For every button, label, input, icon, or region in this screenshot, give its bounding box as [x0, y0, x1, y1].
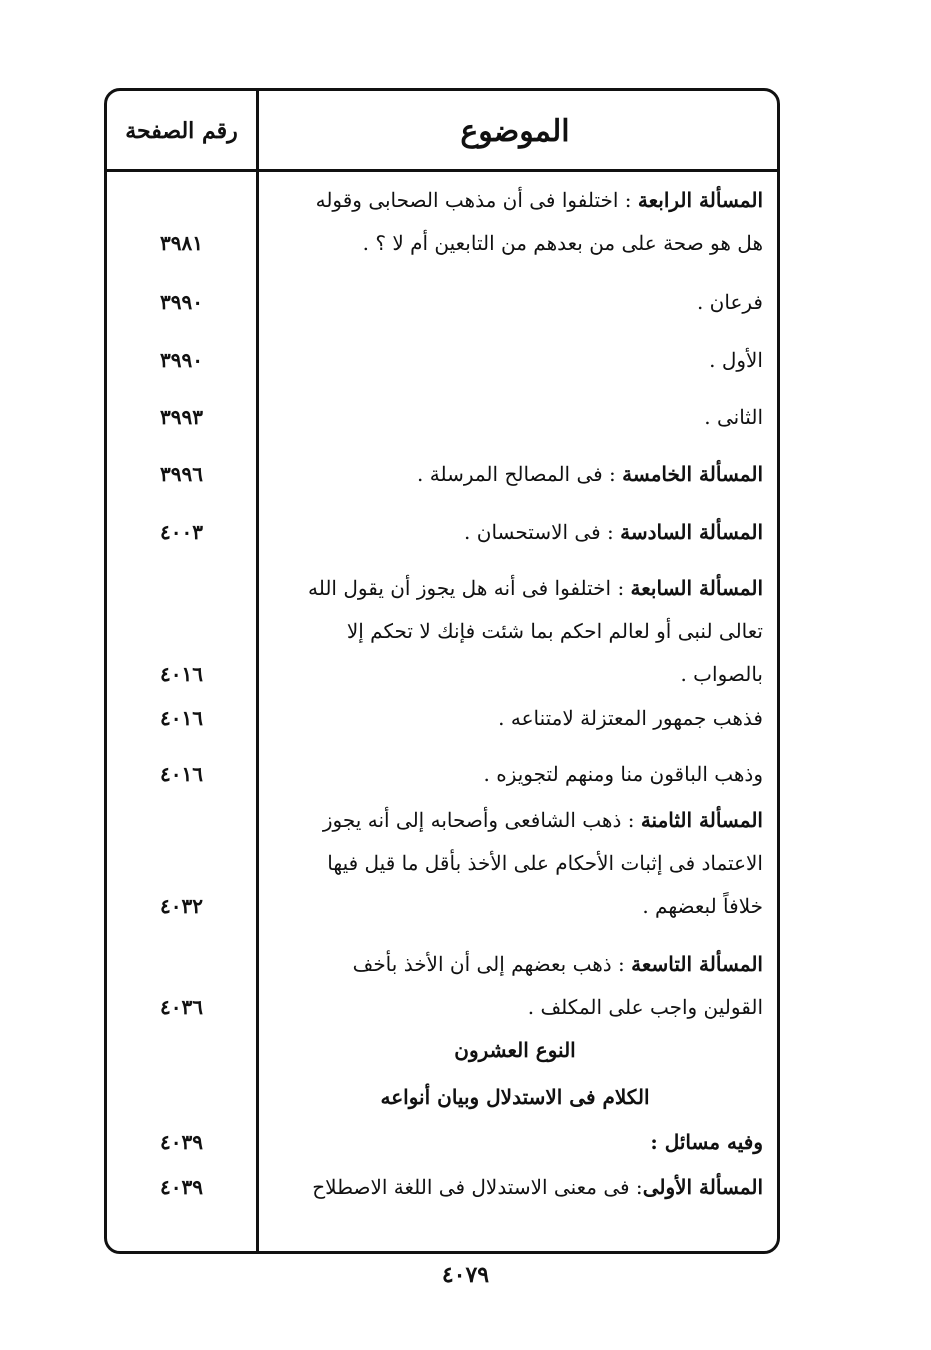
table-row: [107, 943, 777, 1029]
page-number-cell: ٤٠٠٣: [160, 520, 203, 544]
subject-text: وذهب الباقون منا ومنهم لتجويزه .: [483, 762, 763, 786]
subject-text: الكلام فى الاستدلال وبيان أنواعه: [380, 1085, 650, 1109]
subject-text: بالصواب .: [680, 662, 763, 686]
page-number-cell: ٤٠٣٩: [160, 1130, 203, 1154]
row-subject: [263, 396, 763, 439]
subject-text: : ذهب الشافعى وأصحابه إلى أنه يجوز: [322, 808, 641, 832]
subject-text: خلافاً لبعضهم .: [642, 894, 763, 918]
table-row: [107, 511, 777, 554]
issue-title: المسألة السابعة: [630, 576, 763, 600]
table-row: [107, 339, 777, 382]
issue-title: وفيه مسائل :: [650, 1130, 763, 1154]
header-rule: [107, 169, 777, 172]
subject-line: [263, 396, 763, 439]
subject-text: هل هو صحة على من بعدهم من التابعين أم لا ؟ .: [362, 231, 763, 255]
subject-text: : فى المصالح المرسلة .: [417, 462, 623, 486]
table-row: [107, 281, 777, 324]
section-heading: [107, 1029, 777, 1072]
row-subject: [253, 1076, 777, 1119]
subject-text: تعالى لنبى أو لعالم احكم بما شئت فإنك لا تحكم إلا: [346, 619, 763, 643]
table-row: [107, 1121, 777, 1164]
table-row: [107, 567, 777, 696]
subject-text: النوع العشرون: [454, 1038, 576, 1062]
subject-line: [263, 1166, 763, 1209]
subject-line: [263, 339, 763, 382]
subject-text: الأول .: [709, 348, 763, 372]
row-subject: [263, 511, 763, 554]
subject-line: [263, 799, 763, 842]
table-row: [107, 396, 777, 439]
row-subject: [263, 1166, 763, 1209]
subject-line: [263, 281, 763, 324]
subject-line: [263, 453, 763, 496]
row-subject: [263, 753, 763, 796]
subject-line: [263, 222, 763, 265]
row-subject: [263, 943, 763, 1029]
row-subject: [263, 799, 763, 928]
row-subject: [263, 281, 763, 324]
issue-title: المسألة الرابعة: [637, 188, 763, 212]
issue-title: المسألة الأولى: [642, 1175, 763, 1199]
subject-line: [263, 511, 763, 554]
subject-line: [253, 1076, 777, 1119]
subject-line: [263, 753, 763, 796]
page-number-cell: ٤٠٣٩: [160, 1175, 203, 1199]
subject-text: : ذهب بعضهم إلى أن الأخذ بأخف: [352, 952, 632, 976]
subject-text: الاعتماد فى إثبات الأحكام على الأخذ بأقل ما قيل فيها: [327, 851, 763, 875]
subject-text: : فى معنى الاستدلال فى اللغة الاصطلاح: [312, 1175, 643, 1199]
page-number-cell: ٣٩٩٠: [160, 348, 203, 372]
page-number-cell: ٣٩٨١: [160, 231, 203, 255]
subject-text: فذهب جمهور المعتزلة لامتناعه .: [498, 706, 763, 730]
subject-column-header: الموضوع: [460, 113, 570, 149]
table-row: [107, 179, 777, 265]
table-row: [107, 453, 777, 496]
subject-line: [263, 842, 763, 885]
subject-line: [263, 885, 763, 928]
footer-page-number: ٤٠٧٩: [441, 1262, 490, 1288]
issue-title: المسألة الثامنة: [640, 808, 763, 832]
subject-text: الثانى .: [704, 405, 763, 429]
subject-line: [263, 653, 763, 696]
subject-line: [263, 986, 763, 1029]
page-number-cell: ٣٩٩٠: [160, 290, 203, 314]
subject-line: [263, 943, 763, 986]
subject-line: [263, 610, 763, 653]
page-number-cell: ٤٠١٦: [160, 662, 203, 686]
page-number-cell: ٤٠١٦: [160, 762, 203, 786]
section-heading: [107, 1076, 777, 1119]
page-column-header: رقم الصفحة: [125, 118, 238, 144]
row-subject: [263, 179, 763, 265]
subject-line: [263, 179, 763, 222]
subject-text: : اختلفوا فى أنه هل يجوز أن يقول الله: [307, 576, 631, 600]
subject-line: [263, 567, 763, 610]
issue-title: المسألة الخامسة: [622, 462, 763, 486]
issue-title: المسألة السادسة: [620, 520, 763, 544]
page-number-cell: ٣٩٩٦: [160, 462, 203, 486]
row-subject: [263, 697, 763, 740]
subject-text: : اختلفوا فى أن مذهب الصحابى وقوله: [315, 188, 638, 212]
table-row: [107, 1166, 777, 1209]
table-row: [107, 753, 777, 796]
subject-text: : فى الاستحسان .: [464, 520, 621, 544]
row-subject: [263, 453, 763, 496]
subject-text: القولين واجب على المكلف .: [527, 995, 763, 1019]
page-number-cell: ٤٠٣٦: [160, 995, 203, 1019]
row-subject: [263, 339, 763, 382]
page-number-cell: ٤٠٣٢: [160, 894, 203, 918]
index-table: [104, 88, 780, 1254]
subject-line: [263, 697, 763, 740]
table-row: [107, 697, 777, 740]
page-number-cell: ٣٩٩٣: [160, 405, 203, 429]
subject-line: [253, 1029, 777, 1072]
subject-line: [263, 1121, 763, 1164]
row-subject: [263, 1121, 763, 1164]
issue-title: المسألة التاسعة: [631, 952, 763, 976]
subject-text: فرعان .: [696, 290, 763, 314]
page-number-cell: ٤٠١٦: [160, 706, 203, 730]
row-subject: [253, 1029, 777, 1072]
table-row: [107, 799, 777, 928]
row-subject: [263, 567, 763, 696]
